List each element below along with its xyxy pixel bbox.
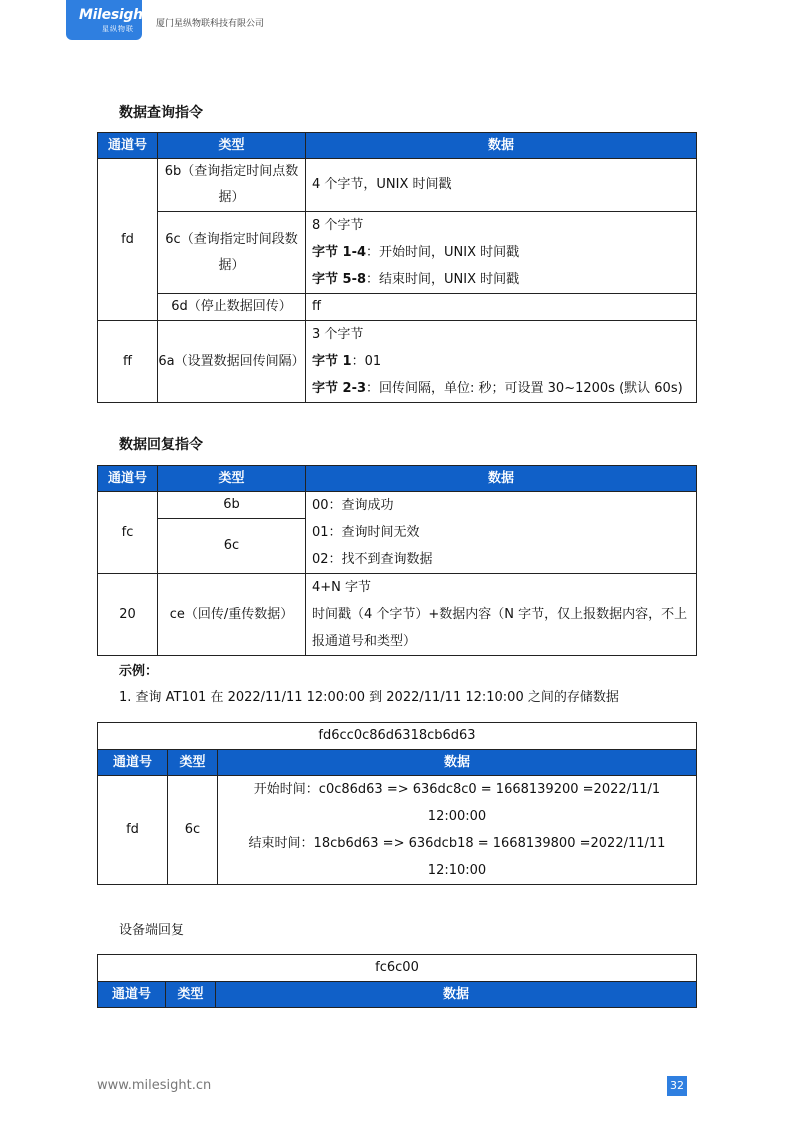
example-table bbox=[97, 722, 697, 885]
data-6c bbox=[306, 212, 697, 294]
reply-fc-line2: 01：查询时间无效 bbox=[312, 525, 420, 540]
type-6d: 6d（停止数据回传） bbox=[158, 294, 306, 321]
data-6a-line2-text: ：01 bbox=[351, 354, 382, 369]
device-reply-hex: fc6c00 bbox=[98, 955, 697, 982]
example-channel: fd bbox=[98, 776, 168, 885]
col-data: 数据 bbox=[306, 466, 697, 492]
query-table bbox=[97, 132, 697, 403]
reply-table bbox=[97, 465, 697, 656]
data-6b: 4 个字节，UNIX 时间戳 bbox=[306, 159, 697, 212]
data-6a bbox=[306, 321, 697, 403]
footer-url: www.milesight.cn bbox=[97, 1078, 212, 1093]
example-data-line1: 开始时间：c0c86d63 => 636dc8c0 = 1668139200 =2022/11/1 bbox=[253, 782, 661, 797]
example-type: 6c bbox=[168, 776, 218, 885]
company-name: 厦门星纵物联科技有限公司 bbox=[156, 19, 265, 29]
channel-fd: fd bbox=[98, 159, 158, 321]
device-reply-label: 设备端回复 bbox=[119, 923, 185, 938]
example-hex: fd6cc0c86d6318cb6d63 bbox=[98, 723, 697, 750]
reply-ce-line2: 时间戳（4 个字节）+数据内容（N 字节，仅上报数据内容，不上报通道号和类型） bbox=[312, 607, 688, 649]
page-number: 32 bbox=[667, 1076, 687, 1096]
data-6c-line1: 8 个字节 bbox=[312, 218, 364, 233]
logo-subtext: 星纵物联 bbox=[102, 25, 134, 33]
type-6a: 6a（设置数据回传间隔） bbox=[158, 321, 306, 403]
col-channel: 通道号 bbox=[98, 750, 168, 776]
reply-heading: 数据回复指令 bbox=[119, 437, 203, 453]
data-6a-line3 bbox=[312, 375, 696, 402]
data-6c-line2-text: ：开始时间，UNIX 时间戳 bbox=[366, 245, 520, 260]
data-6a-line1: 3 个字节 bbox=[312, 327, 364, 342]
example-line: 1. 查询 AT101 在 2022/11/11 12:00:00 到 2022/11/11 12:10:00 之间的存储数据 bbox=[119, 690, 619, 705]
col-data: 数据 bbox=[218, 750, 697, 776]
data-6a-line3-label: 字节 2-3 bbox=[312, 381, 367, 396]
col-type: 类型 bbox=[158, 466, 306, 492]
type-6b: 6b（查询指定时间点数据） bbox=[158, 159, 306, 212]
col-type: 类型 bbox=[166, 982, 216, 1008]
channel-20: 20 bbox=[98, 574, 158, 656]
reply-ce-data bbox=[306, 574, 697, 656]
reply-type-6b: 6b bbox=[158, 492, 306, 519]
data-6a-line2-label: 字节 1 bbox=[312, 354, 352, 369]
example-data-line3: 结束时间：18cb6d63 => 636dcb18 = 1668139800 =2022/11/11 bbox=[248, 836, 666, 851]
col-type: 类型 bbox=[158, 133, 306, 159]
data-6d: ff bbox=[306, 294, 697, 321]
col-channel: 通道号 bbox=[98, 133, 158, 159]
reply-fc-data bbox=[306, 492, 697, 574]
data-6c-line3-text: ：结束时间，UNIX 时间戳 bbox=[366, 272, 520, 287]
col-channel: 通道号 bbox=[98, 466, 158, 492]
data-6a-line2 bbox=[312, 348, 696, 375]
data-6c-line2 bbox=[312, 239, 696, 266]
reply-type-6c: 6c bbox=[158, 519, 306, 574]
example-data bbox=[218, 776, 697, 885]
example-data-line4: 12:10:00 bbox=[427, 863, 487, 878]
milesight-logo bbox=[66, 0, 150, 40]
col-data: 数据 bbox=[306, 133, 697, 159]
reply-type-ce: ce（回传/重传数据） bbox=[158, 574, 306, 656]
channel-ff: ff bbox=[98, 321, 158, 403]
example-label: 示例： bbox=[119, 664, 159, 679]
reply-fc-line3: 02：找不到查询数据 bbox=[312, 552, 433, 567]
example-data-line2: 12:00:00 bbox=[427, 809, 487, 824]
data-6a-line3-text: ：回传间隔，单位: 秒；可设置 30~1200s (默认 60s) bbox=[366, 381, 683, 396]
type-6c: 6c（查询指定时间段数据） bbox=[158, 212, 306, 294]
data-6c-line3 bbox=[312, 266, 696, 293]
channel-fc: fc bbox=[98, 492, 158, 574]
reply-fc-line1: 00：查询成功 bbox=[312, 498, 394, 513]
col-type: 类型 bbox=[168, 750, 218, 776]
reply-ce-line1: 4+N 字节 bbox=[312, 580, 372, 595]
query-heading: 数据查询指令 bbox=[119, 105, 203, 121]
data-6c-line3-label: 字节 5-8 bbox=[312, 272, 367, 287]
data-6c-line2-label: 字节 1-4 bbox=[312, 245, 367, 260]
logo-text: Milesight bbox=[79, 7, 150, 23]
device-reply-table bbox=[97, 954, 697, 1008]
col-channel: 通道号 bbox=[98, 982, 166, 1008]
col-data: 数据 bbox=[216, 982, 697, 1008]
